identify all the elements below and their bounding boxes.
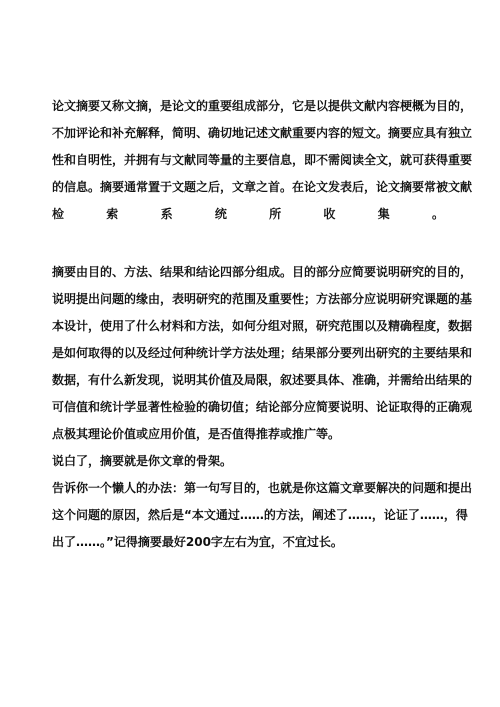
text-line: 说白了，摘要就是你文章的骨架。 [52, 454, 233, 468]
paragraph-tip [52, 475, 473, 556]
text-line: 是如何取得的以及经过何种统计学方法处理；结果部分要列出研究的主要结果和 [52, 346, 473, 360]
text-line: 这个问题的原因，然后是“本文通过……的方法，阐述了……，论证了……，得 [52, 508, 468, 522]
paragraph-abstract-definition [52, 93, 473, 228]
text-line: 的信息。摘要通常置于文题之后，文章之首。在论文发表后，论文摘要常被文献 [52, 180, 473, 194]
text-line: 摘要由目的、方法、结果和结论四部分组成。目的部分应简要说明研究的目的， [52, 265, 473, 279]
paragraph-abstract-structure [52, 259, 473, 448]
paragraph-spacer [52, 228, 444, 259]
spread-char: 集 [377, 207, 390, 221]
spread-char: 检 [52, 207, 65, 221]
spread-char: 统 [214, 207, 227, 221]
paragraph-summary [52, 448, 444, 475]
text-line: 本设计，使用了什么材料和方法，如何分组对照，研究范围以及精确程度，数据 [52, 319, 473, 333]
text-line: 告诉你一个懒人的办法：第一句写目的，也就是你这篇文章要解决的问题和提出 [52, 481, 473, 495]
text-line: 可信值和统计学显著性检验的确切值；结论部分应简要说明、论证取得的正确观 [52, 400, 473, 414]
spread-text-line [52, 201, 444, 228]
spread-char: 。 [431, 207, 444, 221]
text-line: 不加评论和补充解释，简明、确切地记述文献重要内容的短文。摘要应具有独立 [52, 126, 473, 140]
text-line: 论文摘要又称文摘，是论文的重要组成部分，它是以提供文献内容梗概为目的， [52, 99, 473, 113]
spread-char: 索 [106, 207, 119, 221]
text-line: 性和自明性，并拥有与文献同等量的主要信息，即不需阅读全文，就可获得重要 [52, 153, 473, 167]
text-line: 点极其理论价值或应用价值，是否值得推荐或推广等。 [52, 427, 341, 441]
text-line: 出了……。”记得摘要最好200字左右为宜，不宜过长。 [52, 535, 343, 549]
spread-char: 收 [323, 207, 336, 221]
text-line: 数据，有什么新发现，说明其价值及局限，叙述要具体、准确，并需给出结果的 [52, 373, 473, 387]
text-line: 说明提出问题的缘由，表明研究的范围及重要性；方法部分应说明研究课题的基 [52, 292, 473, 306]
spread-char: 系 [160, 207, 173, 221]
document-body [52, 93, 473, 556]
spread-char: 所 [269, 207, 282, 221]
